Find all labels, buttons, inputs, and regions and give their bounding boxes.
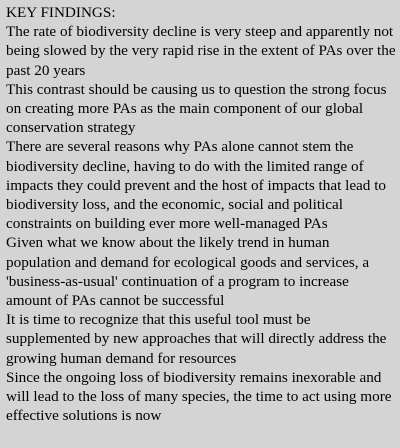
finding-5: It is time to recognize that this useful tool must be supplemented by new approaches that will directly address the growing human demand for resources xyxy=(6,311,387,367)
key-findings-heading: KEY FINDINGS: xyxy=(6,4,116,21)
finding-6: Since the ongoing loss of biodiversity remains inexorable and will lead to the loss of many species, the time to act using more effective solutions is now xyxy=(6,368,392,425)
finding-2: This contrast should be causing us to question the strong focus on creating more PAs as the main component of our global conservation strategy xyxy=(6,80,387,137)
finding-1: The rate of biodiversity decline is very steep and apparently not being slowed by the very rapid rise in the extent of PAs over the past 20 years xyxy=(6,23,396,79)
finding-3: There are several reasons why PAs alone cannot stem the biodiversity decline, having to do with the limited range of impacts they could prevent and the host of impacts that lead to biodiversity loss, and the economic, social and political constraints on building ever more well-managed PAs xyxy=(6,138,387,233)
finding-4: Given what we know about the likely trend in human population and demand for ecological goods and services, a 'business-as-usual' continuation of a program to increase amount of PAs cannot be successful xyxy=(6,234,370,310)
